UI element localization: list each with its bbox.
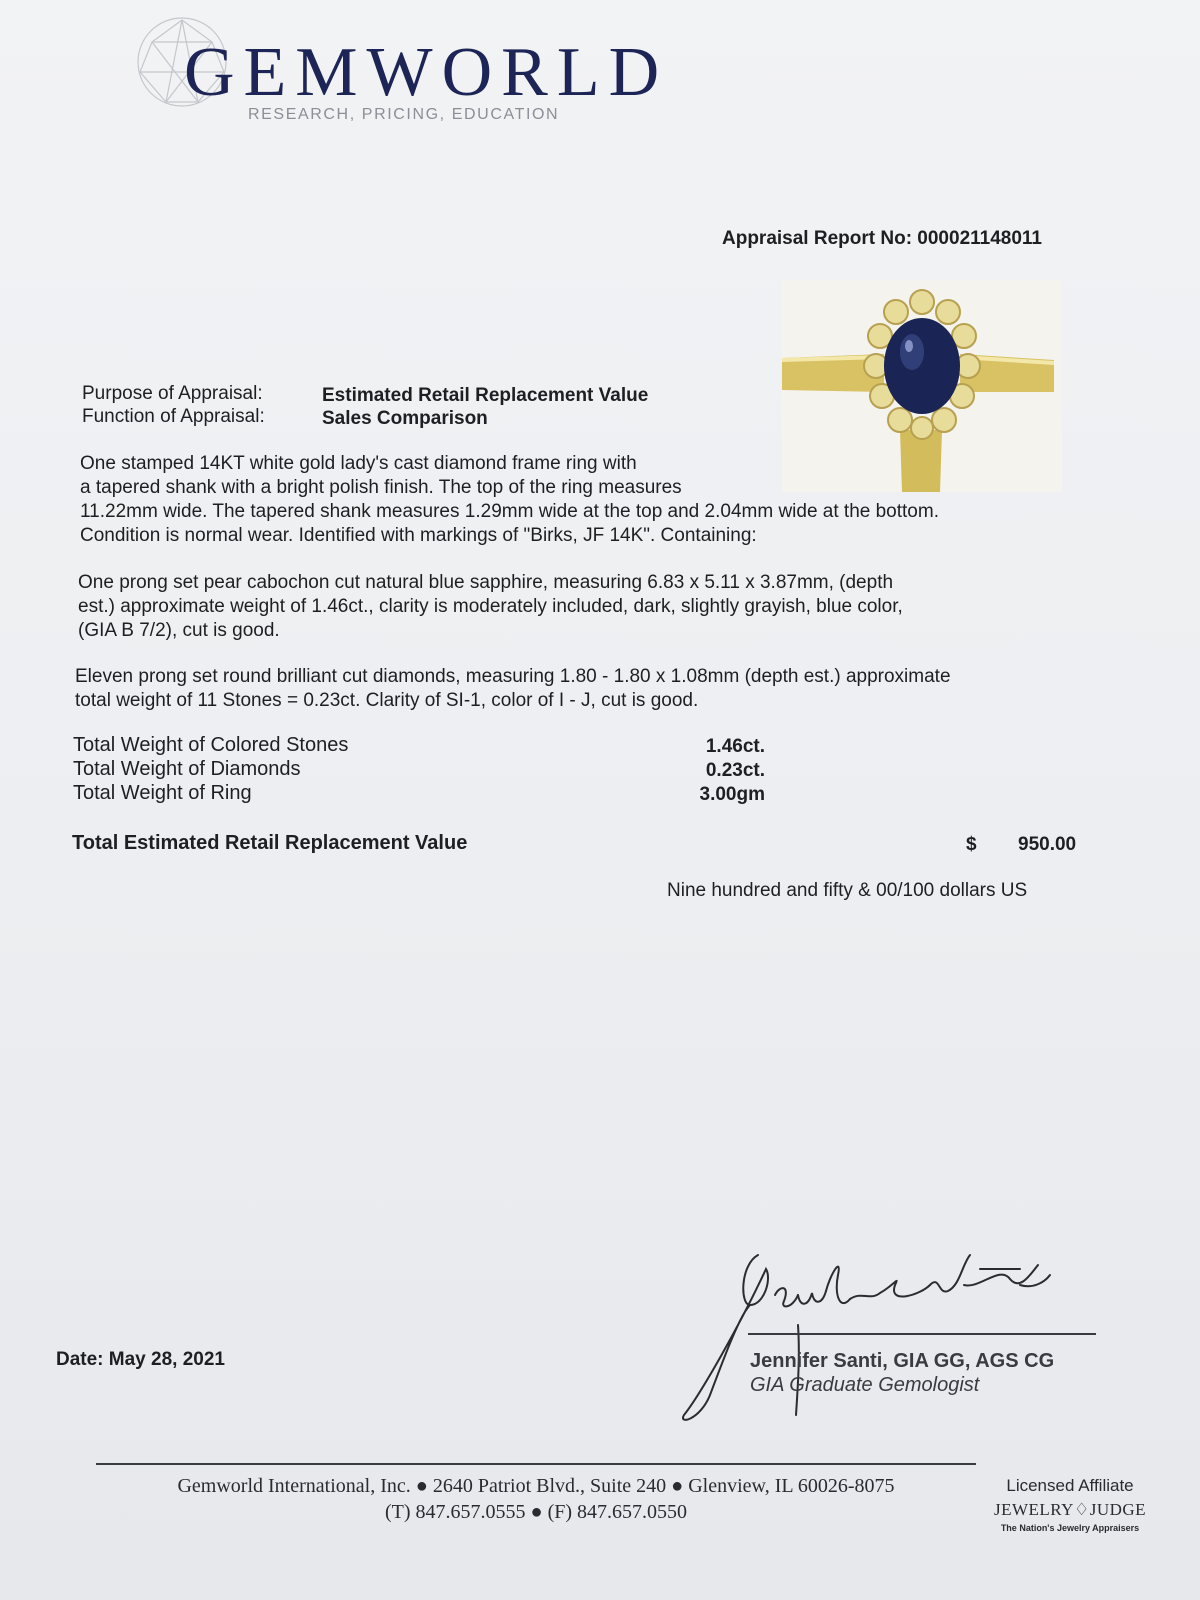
total-diamonds-label: Total Weight of Diamonds [73,758,301,780]
total-diamonds-value: 0.23ct. [705,760,765,781]
diamond-description-line: total weight of 11 Stones = 0.23ct. Clarity of SI-1, color of I - J, cut is good. [75,690,699,711]
ring-description-line: 11.22mm wide. The tapered shank measures 1.29mm wide at the top and 2.04mm wide at the bottom. [80,501,939,522]
total-value-label: Total Estimated Retail Replacement Value [72,832,468,854]
footer-phone-fax: (T) 847.657.0555 ● (F) 847.657.0550 [384,1501,688,1523]
diamond-description-line: Eleven prong set round brilliant cut diamonds, measuring 1.80 - 1.80 x 1.08mm (depth est.) approximate [75,666,951,687]
footer-divider [96,1463,976,1465]
affiliate-label: Licensed Affiliate [1006,1476,1134,1495]
ring-description-line: Condition is normal wear. Identified with markings of "Birks, JF 14K". Containing: [80,525,757,546]
function-value: Sales Comparison [322,408,488,429]
brand-tagline: RESEARCH, PRICING, EDUCATION [248,106,560,123]
affiliate-tagline: The Nation's Jewelry Appraisers [1000,1523,1140,1533]
report-number: Appraisal Report No: 000021148011 [722,228,1043,249]
total-value-amount: 950.00 [1018,834,1077,855]
brand-name: GEMWORLD [184,34,669,111]
jewelry-judge-logo: JEWELRY♢JUDGE [993,1500,1147,1519]
total-colored-stones-value: 1.46ct. [705,736,765,757]
appraisal-date: Date: May 28, 2021 [56,1349,225,1370]
ring-description-line: a tapered shank with a bright polish finish. The top of the ring measures [80,477,682,498]
handwritten-signature [680,1245,1100,1435]
signer-title: GIA Graduate Gemologist [750,1374,980,1396]
sapphire-description-line: (GIA B 7/2), cut is good. [78,620,280,641]
footer-address: Gemworld International, Inc. ● 2640 Patriot Blvd., Suite 240 ● Glenview, IL 60026-8075 [177,1475,895,1497]
sapphire-description-line: One prong set pear cabochon cut natural blue sapphire, measuring 6.83 x 5.11 x 3.87mm, (depth [78,572,894,593]
sapphire-description-line: est.) approximate weight of 1.46ct., clarity is moderately included, dark, slightly grayish, blue color, [78,596,903,617]
purpose-value: Estimated Retail Replacement Value [322,385,649,406]
ring-description-line: One stamped 14KT white gold lady's cast diamond frame ring with [80,453,637,474]
function-label: Function of Appraisal: [82,406,265,427]
signer-name: Jennifer Santi, GIA GG, AGS CG [750,1350,1055,1372]
currency-symbol: $ [966,834,977,855]
amount-in-words: Nine hundred and fifty & 00/100 dollars US [667,880,1028,901]
purpose-label: Purpose of Appraisal: [82,383,263,404]
total-ring-weight-value: 3.00gm [699,784,765,805]
total-ring-weight-label: Total Weight of Ring [73,782,252,804]
signature-line [748,1333,1096,1335]
total-colored-stones-label: Total Weight of Colored Stones [73,734,349,756]
ring-photo [782,280,1062,492]
